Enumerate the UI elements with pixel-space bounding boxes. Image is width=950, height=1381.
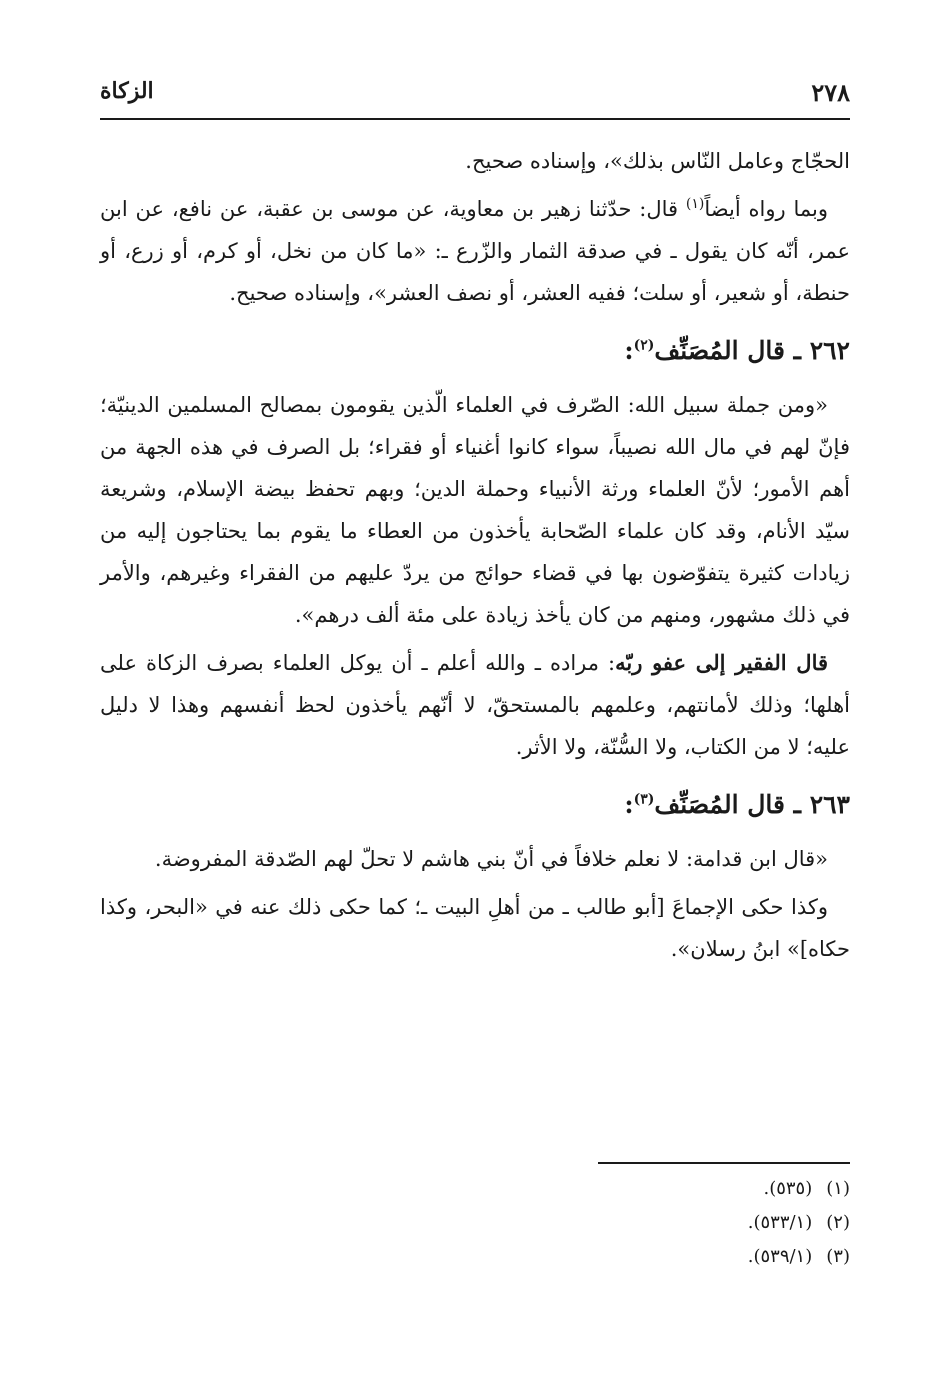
footnote-rule bbox=[598, 1162, 850, 1164]
paragraph-quote: «قال ابن قدامة: لا نعلم خلافاً في أنّ بني هاشم لا تحلّ لهم الصّدقة المفروضة. bbox=[154, 847, 828, 871]
footnote-ref[interactable]: (١) bbox=[685, 196, 705, 212]
paragraph-commentary bbox=[100, 642, 850, 768]
section-heading-text: ٢٦٢ ـ قال المُصَنِّف bbox=[654, 336, 850, 365]
paragraph-text: : مراده ـ والله أعلم ـ أن يوكل العلماء بصرف الزكاة على أهلها؛ وذلك لأمانتهم، وعلمهم بالمستحقّ، لا أنّهم يأخذون لحظ أنفسهم وهذا لا دليل عليه؛ لا من الكتاب، ولا السُّنّة، ولا الأثر. bbox=[100, 651, 850, 759]
heading-colon: : bbox=[624, 336, 634, 365]
commentary-label: قال الفقير إلى عفو ربّه bbox=[615, 650, 829, 675]
page-number: ٢٧٨ bbox=[811, 78, 850, 107]
footnote-item bbox=[100, 1206, 850, 1240]
heading-colon: : bbox=[624, 790, 634, 819]
footnote-number: (١) bbox=[826, 1178, 850, 1199]
section-heading bbox=[100, 328, 850, 374]
footnote-text: (٥٣٣/١). bbox=[747, 1212, 813, 1233]
section-heading-text: ٢٦٣ ـ قال المُصَنِّف bbox=[654, 790, 850, 819]
paragraph-text: وبما رواه أيضاً bbox=[704, 197, 828, 221]
footnote-item bbox=[100, 1240, 850, 1274]
footnote-item bbox=[100, 1172, 850, 1206]
footnote-text: (٥٣٥). bbox=[763, 1178, 813, 1199]
header-rule bbox=[100, 118, 850, 120]
page-header bbox=[100, 78, 850, 118]
footnote-ref[interactable]: (٣) bbox=[633, 791, 655, 808]
footnotes bbox=[100, 1172, 850, 1274]
paragraph-quote: «ومن جملة سبيل الله: الصّرف في العلماء الّذين يقومون بمصالح المسلمين الدينيّة؛ فإنّ لهم في مال الله نصيباً، سواء كانوا أغنياء أو فقراء؛ بل الصرف في هذه الجهة من أهم الأمور؛ لأنّ العلماء ورثة الأنبياء وحملة الدين؛ وبهم تحفظ بيضة الإسلام، وشريعة سيّد الأنام، وقد كان علماء الصّحابة يأخذون من العطاء ما يقوم بما يحتاجون إليه من زيادات كثيرة يتفوّضون بها في قضاء حوائج من يردّ عليهم من الفقراء وغيرهم، والأمر في ذلك مشهور، ومنهم من كان يأخذ زيادة على مئة ألف درهم». bbox=[100, 393, 850, 627]
paragraph-text: وكذا حكى الإجماعَ [أبو طالب ـ من أهلِ البيت ـ؛ كما حكى ذلك عنه في «البحر، وكذا حكاه]» ابنُ رسلان». bbox=[100, 895, 850, 961]
page-body bbox=[100, 140, 850, 976]
section-heading bbox=[100, 782, 850, 828]
paragraph-continuation: الحجّاج وعامل النّاس بذلك»، وإسناده صحيح. bbox=[465, 149, 850, 173]
footnote-number: (٣) bbox=[826, 1246, 850, 1267]
footnote-ref[interactable]: (٢) bbox=[633, 337, 655, 354]
running-title: الزكاة bbox=[100, 78, 154, 104]
paragraph-narration bbox=[100, 188, 850, 314]
paragraph-text: قال: حدّثنا زهير بن معاوية، عن موسى بن عقبة، عن نافع، عن ابن عمر، أنّه كان يقول ـ في صدقة الثمار والزّرع ـ: «ما كان من نخل، أو كرم، أو زرع، أو حنطة، أو شعير، أو سلت؛ ففيه العشر، أو نصف العشر»، وإسناده صحيح. bbox=[100, 197, 850, 305]
footnote-number: (٢) bbox=[826, 1212, 850, 1233]
footnote-text: (٥٣٩/١). bbox=[747, 1246, 813, 1267]
